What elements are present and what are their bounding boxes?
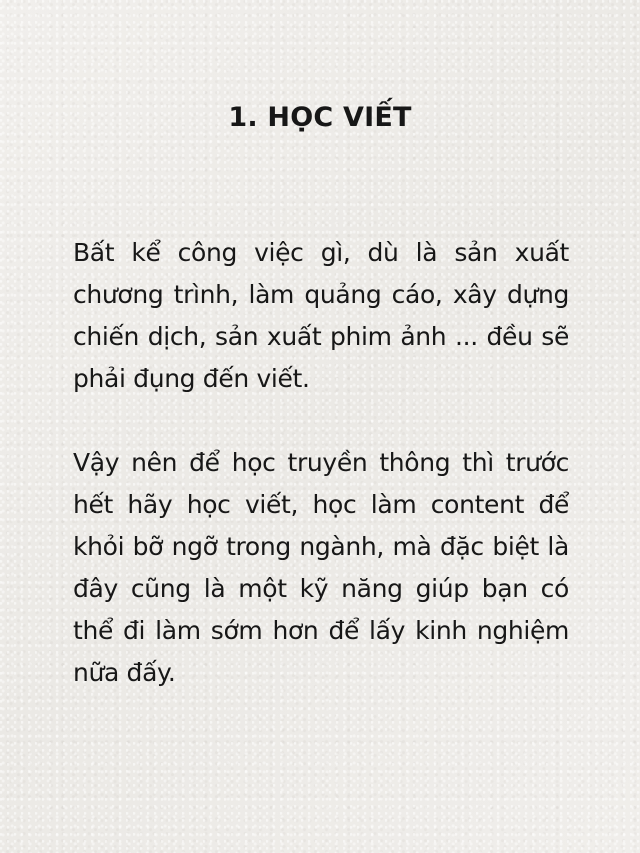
body-paragraph-2: Vậy nên để học truyền thông thì trước hết hãy học viết, học làm content để khỏi bỡ ngỡ trong ngành, mà đặc biệt là đây cũng là một kỹ năng giúp bạn có thể đi làm sớm hơn để lấy kinh nghiệm nữa đấy.	[73, 448, 569, 687]
page-title: 1. HỌC VIẾT	[228, 102, 412, 133]
body-paragraph-1: Bất kể công việc gì, dù là sản xuất chương trình, làm quảng cáo, xây dựng chiến dịch, sản xuất phim ảnh ... đều sẽ phải đụng đến viết.	[73, 238, 569, 393]
